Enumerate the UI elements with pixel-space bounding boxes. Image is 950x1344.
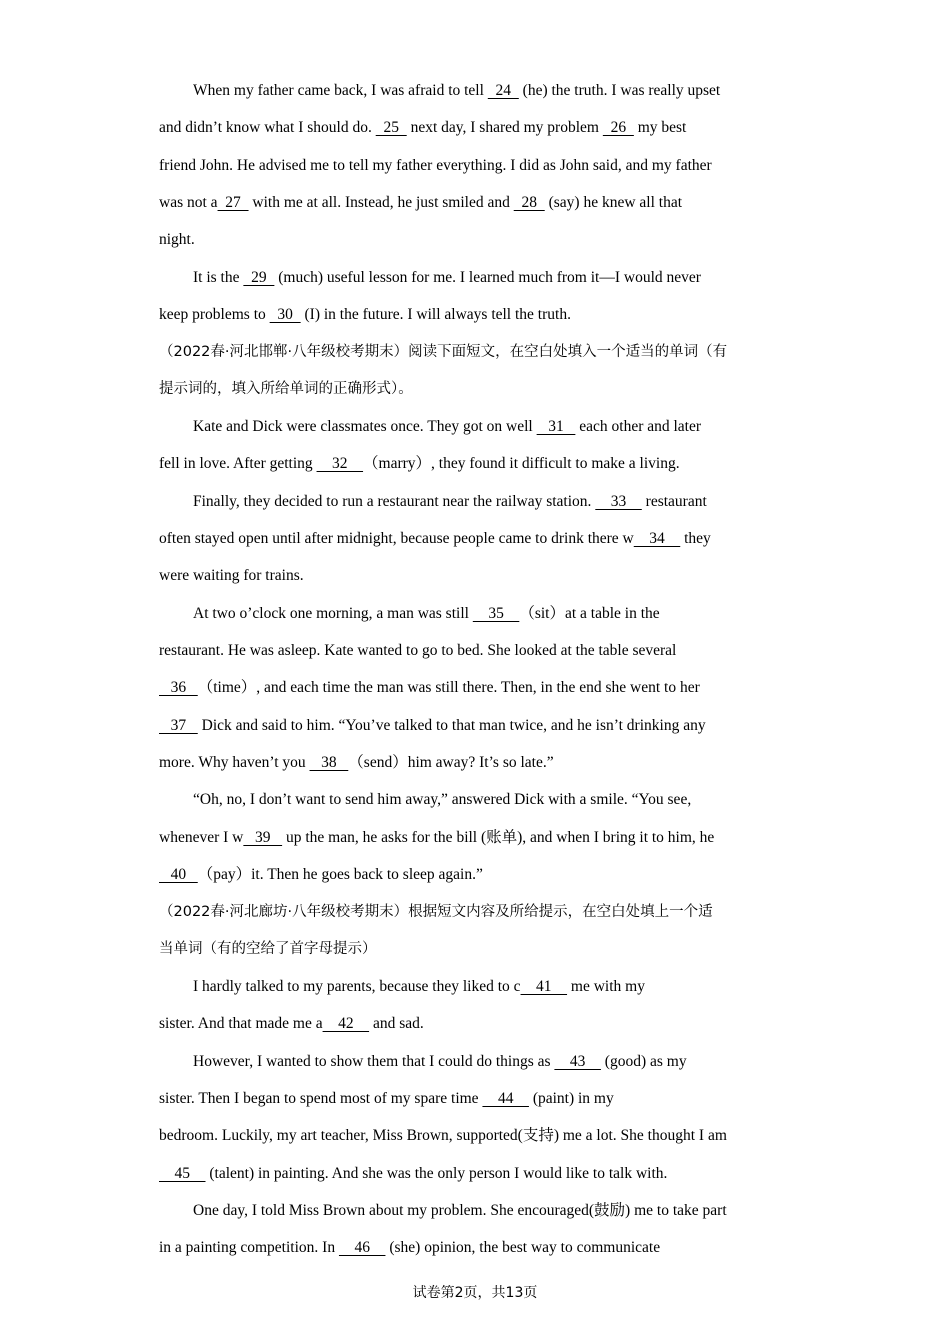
blank-40: 40	[159, 866, 198, 883]
text-line: were waiting for trains.	[159, 567, 304, 584]
blank-39: 39	[243, 829, 283, 846]
blank-30: 30	[269, 306, 301, 323]
blank-36: 36	[159, 679, 198, 696]
text-line: night.	[159, 231, 195, 248]
blank-31: 31	[536, 418, 576, 435]
text-line: Kate and Dick were classmates once. They got on well 31 each other and later	[193, 418, 702, 435]
text-line: fell in love. After getting 32 （marry）, they found it difficult to make a living.	[159, 455, 680, 472]
blank-33: 33	[595, 493, 642, 510]
blank-24: 24	[487, 82, 519, 99]
text-line: restaurant. He was asleep. Kate wanted to go to bed. She looked at the table several	[159, 642, 677, 659]
text-line: often stayed open until after midnight, because people came to drink there w 34 they	[159, 530, 711, 547]
text-line: and didn’t know what I should do. 25 next day, I shared my problem 26 my best	[159, 119, 687, 136]
blank-27: 27	[217, 194, 249, 211]
text-line: “Oh, no, I don’t want to send him away,” answered Dick with a smile. “You see,	[193, 791, 692, 808]
blank-46: 46	[338, 1239, 386, 1256]
text-line: friend John. He advised me to tell my father everything. I did as John said, and my father	[159, 157, 712, 174]
text-line: I hardly talked to my parents, because they liked to c 41 me with my	[193, 978, 645, 995]
text-line: It is the 29 (much) useful lesson for me. I learned much from it—I would never	[193, 269, 701, 286]
blank-26: 26	[602, 119, 634, 136]
text-line: in a painting competition. In 46 (she) opinion, the best way to communicate	[159, 1239, 661, 1256]
blank-41: 41	[520, 978, 568, 995]
blank-37: 37	[159, 717, 198, 734]
blank-25: 25	[375, 119, 407, 136]
section-heading: （2022春·河北廊坊·八年级校考期末）根据短文内容及所给提示，在空白处填上一个适	[159, 904, 713, 920]
text-line: 40 （pay）it. Then he goes back to sleep again.”	[159, 866, 483, 883]
blank-38: 38	[309, 754, 349, 771]
text-line: When my father came back, I was afraid to tell 24 (he) the truth. I was really upset	[193, 82, 721, 99]
blank-29: 29	[243, 269, 275, 286]
text-line: more. Why haven’t you 38 （send）him away? It’s so late.”	[159, 754, 554, 771]
text-line: was not a 27 with me at all. Instead, he just smiled and 28 (say) he knew all that	[159, 194, 683, 211]
text-line: keep problems to 30 (I) in the future. I will always tell the truth.	[159, 306, 571, 323]
blank-34: 34	[633, 530, 681, 547]
text-line: One day, I told Miss Brown about my problem. She encouraged(鼓励) me to take part	[193, 1202, 727, 1219]
blank-45: 45	[159, 1165, 206, 1182]
blank-43: 43	[554, 1053, 601, 1070]
text-line: sister. Then I began to spend most of my spare time 44 (paint) in my	[159, 1090, 614, 1107]
text-line: bedroom. Luckily, my art teacher, Miss Brown, supported(支持) me a lot. She thought I am	[159, 1127, 727, 1144]
blank-42: 42	[322, 1015, 370, 1032]
page-footer: 试卷第2页，共13页	[412, 1285, 538, 1301]
text-line: At two o’clock one morning, a man was still 35 （sit）at a table in the	[193, 605, 660, 622]
text-line: However, I wanted to show them that I could do things as 43 (good) as my	[193, 1053, 687, 1070]
blank-32: 32	[316, 455, 364, 472]
section-heading: 当单词（有的空给了首字母提示）	[159, 941, 377, 957]
section-heading: 提示词的，填入所给单词的正确形式）。	[159, 381, 413, 397]
blank-44: 44	[482, 1090, 529, 1107]
text-line: whenever I w 39 up the man, he asks for the bill (账单), and when I bring it to him, he	[159, 829, 715, 846]
text-line: sister. And that made me a 42 and sad.	[159, 1015, 424, 1032]
section-heading: （2022春·河北邯郸·八年级校考期末）阅读下面短文，在空白处填入一个适当的单词（有	[159, 344, 728, 360]
text-line: 37 Dick and said to him. “You’ve talked to that man twice, and he isn’t drinking any	[159, 717, 706, 734]
blank-28: 28	[513, 194, 545, 211]
text-line: 45 (talent) in painting. And she was the only person I would like to talk with.	[159, 1165, 668, 1182]
text-line: Finally, they decided to run a restaurant near the railway station. 33 restaurant	[193, 493, 707, 510]
blank-35: 35	[472, 605, 520, 622]
text-line: 36 （time）, and each time the man was still there. Then, in the end she went to her	[159, 679, 700, 696]
